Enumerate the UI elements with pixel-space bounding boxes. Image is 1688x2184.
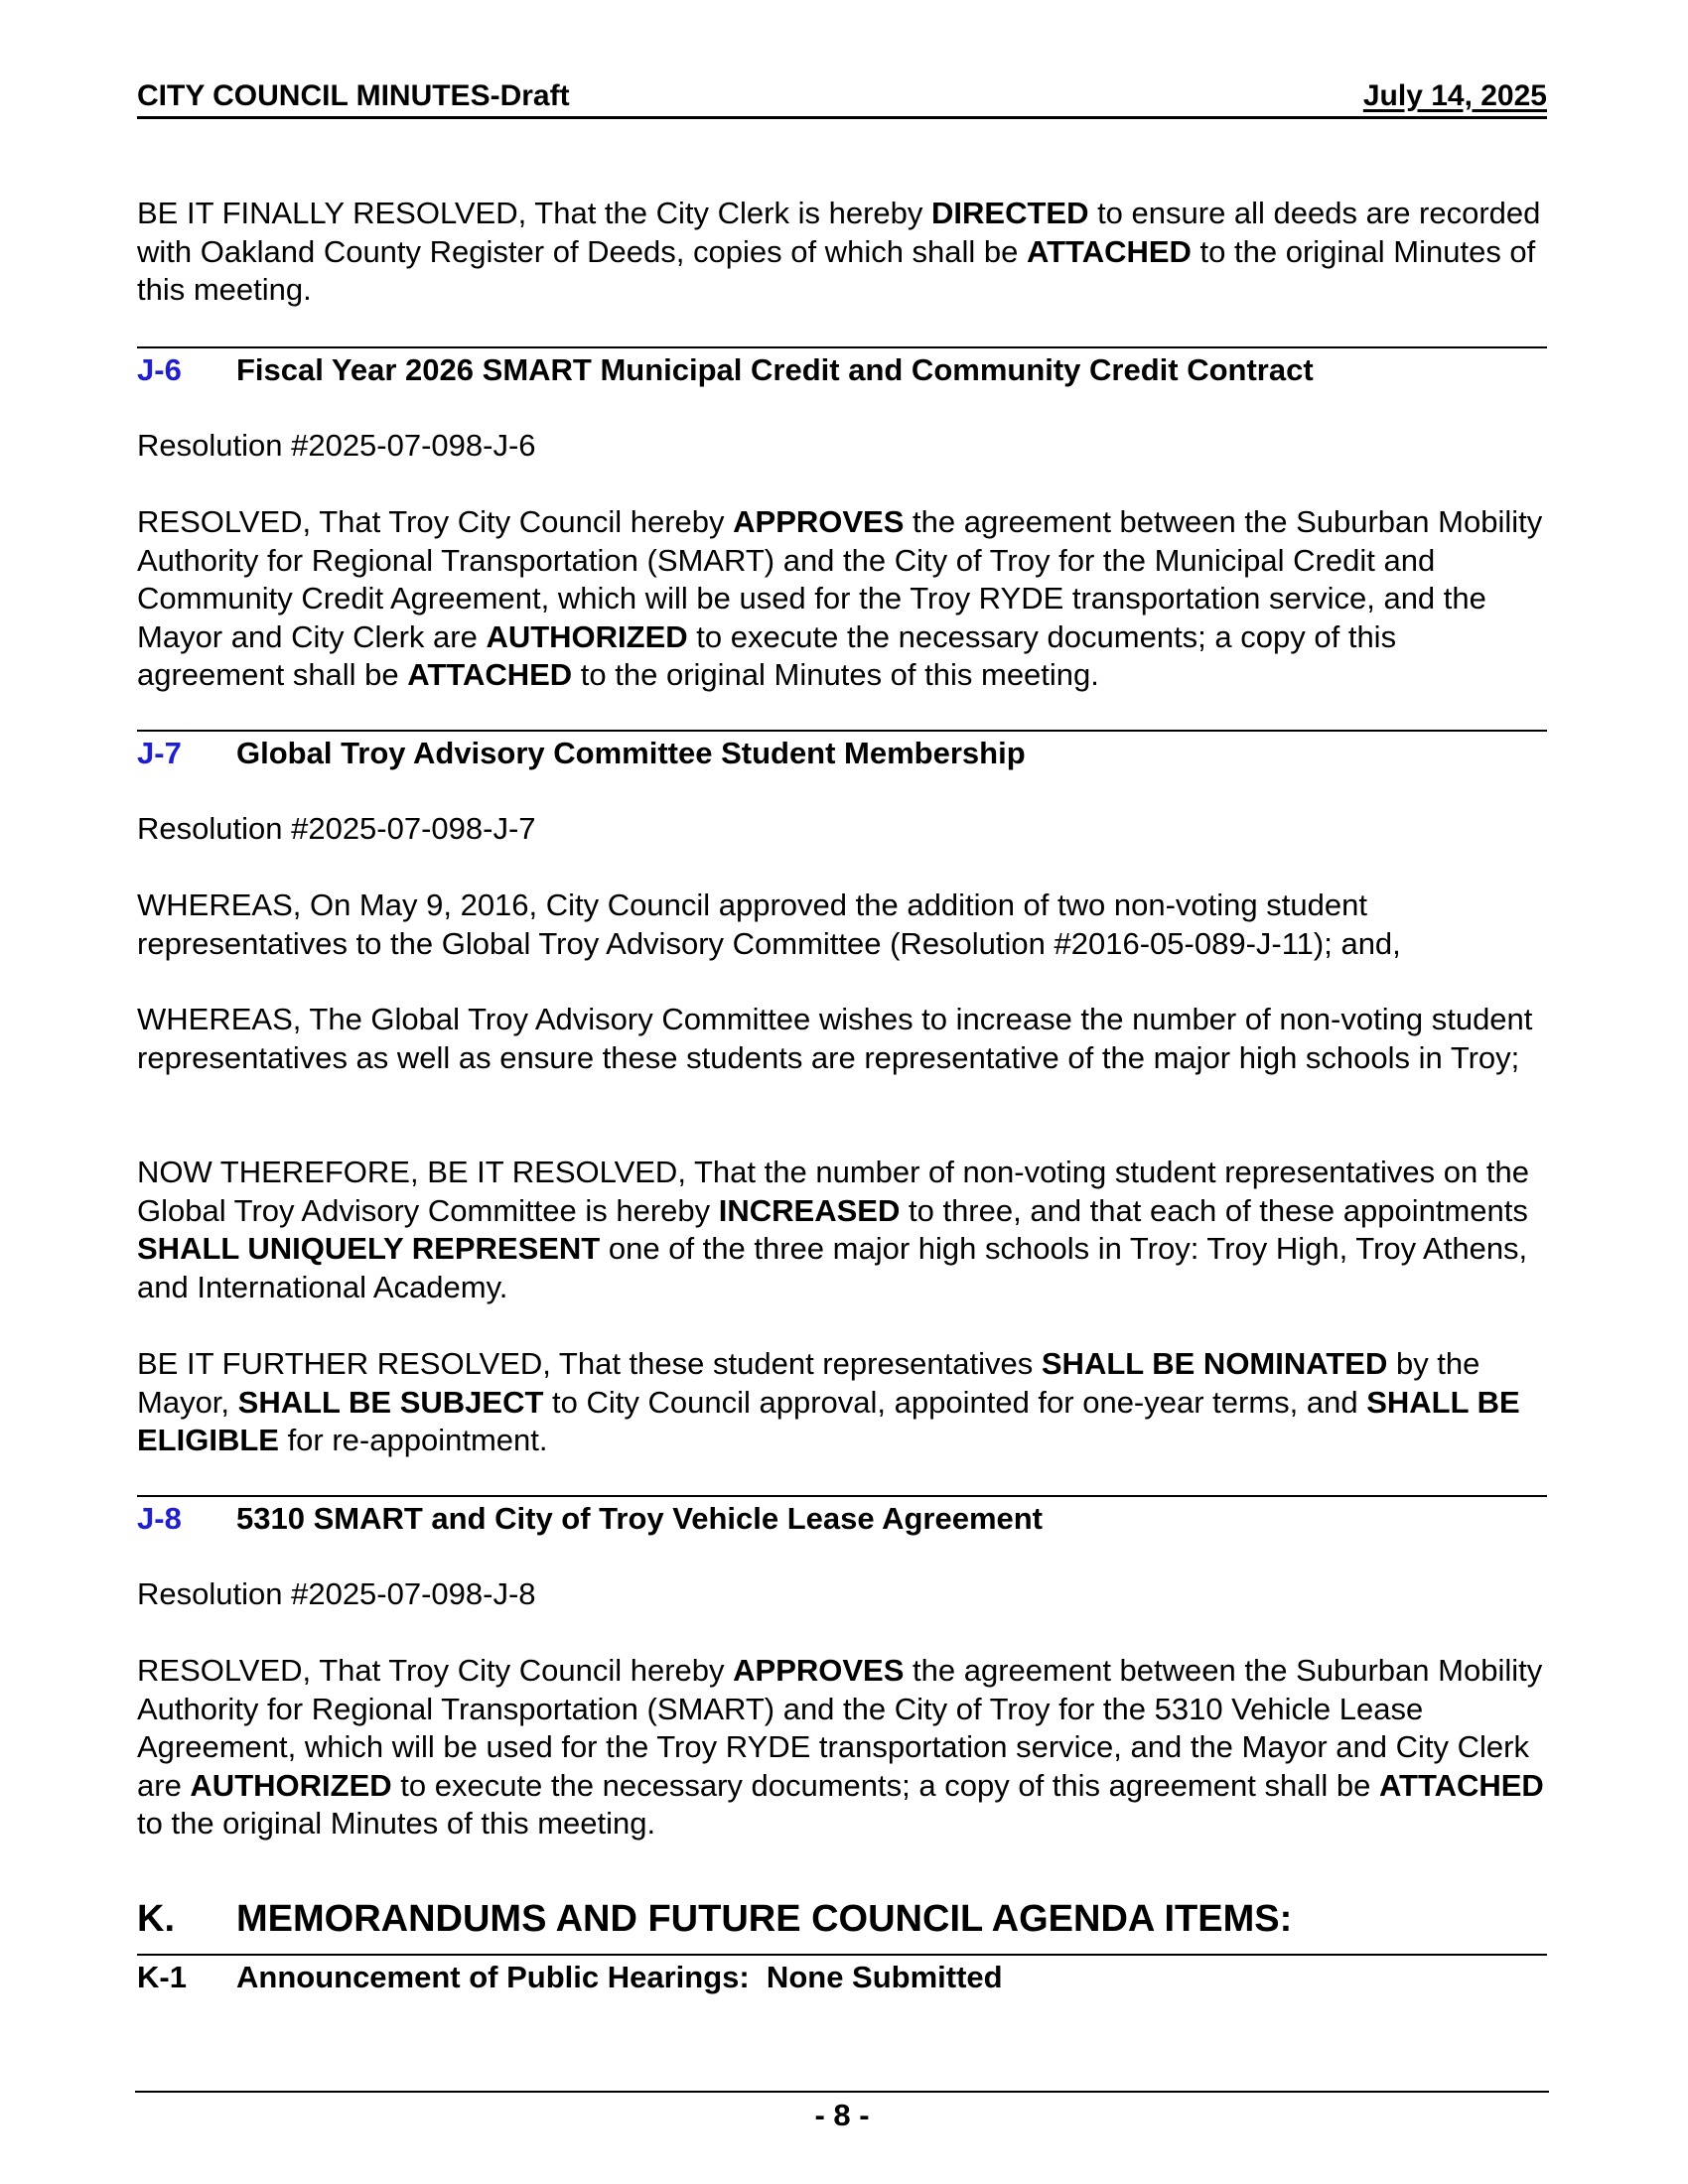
item-code: J-6	[137, 352, 182, 387]
item-heading-j8	[137, 1500, 1547, 1538]
resolved-paragraph	[137, 1154, 1547, 1306]
bold-run: SHALL UNIQUELY REPRESENT	[137, 1231, 601, 1266]
bold-run: INCREASED	[718, 1192, 901, 1228]
resolution-paragraph	[137, 503, 1547, 695]
bold-run: APPROVES	[733, 504, 905, 539]
bold-run: APPROVES	[733, 1653, 905, 1688]
resolution-number: Resolution #2025-07-098-J-8	[137, 1576, 536, 1611]
text-run: for re-appointment.	[278, 1423, 548, 1457]
text-run: to the original Minutes of this meeting.	[572, 657, 1099, 692]
text-run: RESOLVED, That Troy City Council hereby	[137, 504, 734, 539]
item-code: K-1	[137, 1960, 187, 1994]
resolution-paragraph	[137, 1652, 1547, 1843]
page-number: - 8 -	[814, 2098, 870, 2132]
bold-run: AUTHORIZED	[190, 1767, 392, 1803]
resolution-number: Resolution #2025-07-098-J-6	[137, 428, 536, 463]
footer-divider	[135, 2091, 1549, 2093]
text-run: BE IT FINALLY RESOLVED, That the City Clerk is hereby	[137, 196, 931, 230]
header-title: CITY COUNCIL MINUTES-Draft	[137, 79, 570, 112]
item-code: J-8	[137, 1501, 182, 1536]
bold-run: SHALL BE SUBJECT	[237, 1384, 544, 1420]
whereas-paragraph: WHEREAS, On May 9, 2016, City Council approved the addition of two non-voting student representatives to the Global Troy Advisory Committee (Resolution #2016-05-089-J-11); and,	[137, 887, 1401, 961]
text-run: the agreement between the Suburban Mobility Authority for Regional Transportation (SMART) and the City of Troy for the Municipal Credit and Community Credit Agreement, which will be used for the Troy RYDE transportation service, and the Mayor and City Clerk are	[137, 504, 1543, 654]
text-run: to execute the necessary documents; a copy of this agreement shall be	[137, 618, 1397, 692]
bold-run: AUTHORIZED	[486, 618, 688, 654]
bold-run: ATTACHED	[407, 657, 573, 692]
final-resolved-paragraph	[137, 195, 1547, 310]
header-date: July 14, 2025	[1362, 79, 1547, 112]
item-heading-j7	[137, 735, 1547, 772]
section-divider	[137, 1495, 1547, 1497]
bold-run: SHALL BE NOMINATED	[1041, 1346, 1388, 1381]
item-title: 5310 SMART and City of Troy Vehicle Lease Agreement	[236, 1501, 1044, 1536]
item-heading-j6	[137, 351, 1547, 389]
section-code: K.	[137, 1898, 175, 1940]
page-header	[137, 79, 1547, 119]
bold-run: ATTACHED	[1378, 1767, 1544, 1803]
item-code: J-7	[137, 736, 182, 770]
text-run: BE IT FURTHER RESOLVED, That these student representatives	[137, 1346, 1042, 1381]
resolution-number: Resolution #2025-07-098-J-7	[137, 811, 536, 846]
bold-run: SHALL BE ELIGIBLE	[137, 1384, 1520, 1457]
item-title: Fiscal Year 2026 SMART Municipal Credit and Community Credit Contract	[236, 352, 1314, 387]
text-run: to ensure all deeds are recorded with Oakland County Register of Deeds, copies of which shall be	[137, 196, 1541, 269]
bold-run: DIRECTED	[931, 196, 1089, 230]
section-divider	[137, 1954, 1547, 1956]
section-heading-k	[137, 1897, 1547, 1941]
item-title: Announcement of Public Hearings: None Submitted	[236, 1960, 1003, 1994]
text-run: to the original Minutes of this meeting.	[137, 233, 1536, 307]
text-run: to execute the necessary documents; a copy of this agreement shall be	[391, 1767, 1379, 1803]
text-run: by the Mayor,	[137, 1346, 1480, 1420]
document-page	[137, 0, 1547, 2184]
text-run: the agreement between the Suburban Mobility Authority for Regional Transportation (SMART) and the City of Troy for the 5310 Vehicle Lease Agreement, which will be used for the Troy RYDE transportation service, and the Mayor and City Clerk are	[137, 1653, 1543, 1803]
section-divider	[137, 346, 1547, 348]
text-run: RESOLVED, That Troy City Council hereby	[137, 1653, 734, 1688]
section-title: MEMORANDUMS AND FUTURE COUNCIL AGENDA ITEMS:	[236, 1898, 1293, 1940]
text-run: to the original Minutes of this meeting.	[137, 1806, 656, 1841]
further-resolved-paragraph	[137, 1345, 1547, 1460]
text-run: to City Council approval, appointed for one-year terms, and	[543, 1384, 1367, 1420]
item-heading-k1	[137, 1959, 1547, 1996]
whereas-paragraph: WHEREAS, The Global Troy Advisory Committee wishes to increase the number of non-voting student representatives as well as ensure these students are representative of the major high schools in Troy;	[137, 1002, 1533, 1075]
text-run: one of the three major high schools in Troy: Troy High, Troy Athens, and International Academy.	[137, 1231, 1528, 1304]
bold-run: ATTACHED	[1027, 233, 1192, 269]
text-run: to three, and that each of these appointments	[900, 1192, 1528, 1228]
section-divider	[137, 730, 1547, 732]
item-title: Global Troy Advisory Committee Student Membership	[236, 736, 1026, 770]
text-run: NOW THEREFORE, BE IT RESOLVED, That the number of non-voting student representatives on the Global Troy Advisory Committee is hereby	[137, 1155, 1529, 1228]
